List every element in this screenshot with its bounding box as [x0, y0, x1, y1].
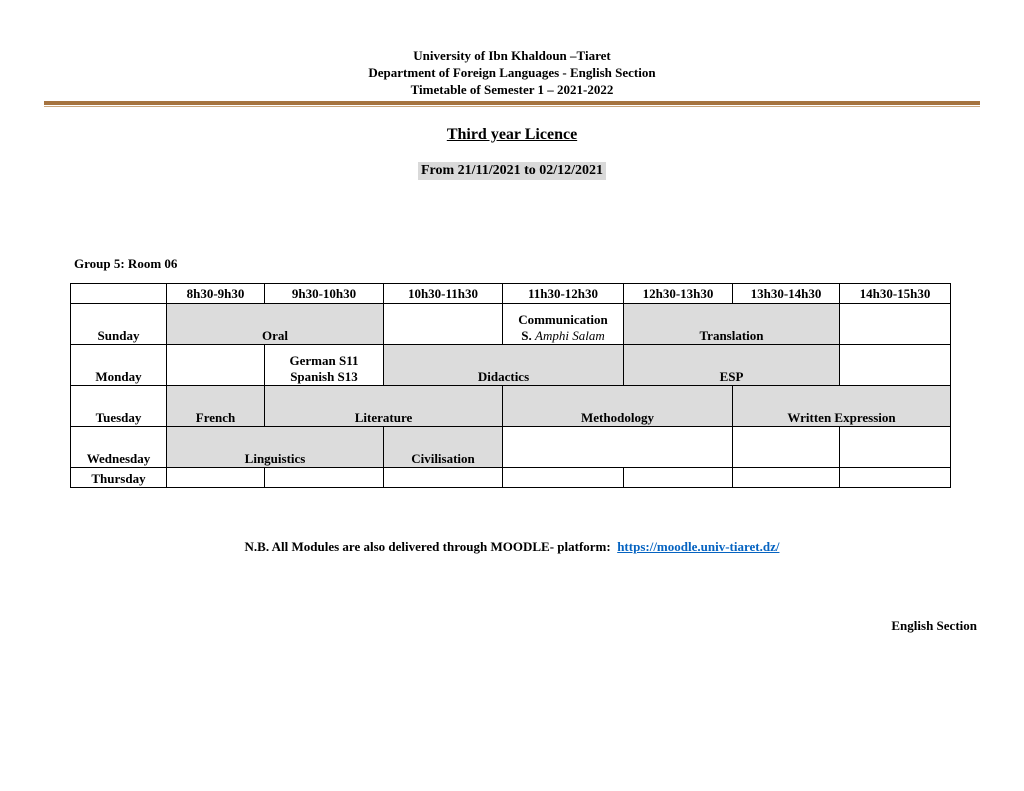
session-communication-s: S. — [521, 328, 532, 343]
row-tuesday — [71, 386, 951, 427]
time-slot: 12h30-13h30 — [624, 284, 733, 304]
session-german: German S11 — [289, 353, 359, 368]
group-label: Group 5: Room 06 — [74, 256, 178, 271]
row-thursday — [71, 468, 951, 488]
session-translation: Translation — [624, 304, 840, 345]
time-slot: 13h30-14h30 — [733, 284, 840, 304]
session-communication-line1: Communication — [518, 312, 608, 327]
session-esp: ESP — [624, 345, 840, 386]
session-literature: Literature — [265, 386, 503, 427]
day-label: Wednesday — [71, 427, 167, 468]
row-monday — [71, 345, 951, 386]
day-label: Tuesday — [71, 386, 167, 427]
empty-cell — [167, 345, 265, 386]
empty-cell — [840, 427, 951, 468]
signature: English Section — [891, 618, 977, 633]
timetable — [70, 283, 951, 488]
empty-cell — [733, 468, 840, 488]
session-written-expression: Written Expression — [733, 386, 951, 427]
session-methodology: Methodology — [503, 386, 733, 427]
header-rule-thin — [44, 106, 980, 107]
empty-cell — [384, 468, 503, 488]
session-spanish: Spanish S13 — [290, 369, 358, 384]
empty-cell — [840, 304, 951, 345]
day-label: Sunday — [71, 304, 167, 345]
session-didactics: Didactics — [384, 345, 624, 386]
period-label: From 21/11/2021 to 02/12/2021 — [418, 162, 606, 180]
time-slot: 8h30-9h30 — [167, 284, 265, 304]
moodle-note — [0, 539, 1024, 555]
session-french: French — [167, 386, 265, 427]
university-name: University of Ibn Khaldoun –Tiaret — [413, 48, 611, 63]
empty-cell — [384, 304, 503, 345]
page-title: Third year Licence — [446, 126, 578, 143]
department-name: Department of Foreign Languages - English Section — [368, 65, 656, 80]
empty-cell — [167, 468, 265, 488]
row-sunday — [71, 304, 951, 345]
session-oral: Oral — [167, 304, 384, 345]
empty-cell — [503, 427, 733, 468]
time-slot: 10h30-11h30 — [384, 284, 503, 304]
session-communication-room: Amphi Salam — [535, 328, 605, 343]
day-label: Monday — [71, 345, 167, 386]
note-text: N.B. All Modules are also delivered through MOODLE- platform: — [244, 539, 611, 554]
corner-cell — [71, 284, 167, 304]
period-wrap — [0, 161, 1024, 180]
day-label: Thursday — [71, 468, 167, 488]
session-languages — [265, 345, 384, 386]
session-civilisation: Civilisation — [384, 427, 503, 468]
session-linguistics: Linguistics — [167, 427, 384, 468]
moodle-link[interactable]: https://moodle.univ-tiaret.dz/ — [617, 539, 780, 554]
document-header — [0, 47, 1024, 98]
session-communication-line2 — [505, 328, 621, 344]
empty-cell — [624, 468, 733, 488]
empty-cell — [840, 468, 951, 488]
row-wednesday — [71, 427, 951, 468]
header-row — [71, 284, 951, 304]
empty-cell — [733, 427, 840, 468]
timetable-semester: Timetable of Semester 1 – 2021-2022 — [410, 82, 614, 97]
session-communication — [503, 304, 624, 345]
time-slot: 11h30-12h30 — [503, 284, 624, 304]
empty-cell — [503, 468, 624, 488]
header-rule — [44, 101, 980, 105]
empty-cell — [265, 468, 384, 488]
empty-cell — [840, 345, 951, 386]
time-slot: 14h30-15h30 — [840, 284, 951, 304]
time-slot: 9h30-10h30 — [265, 284, 384, 304]
